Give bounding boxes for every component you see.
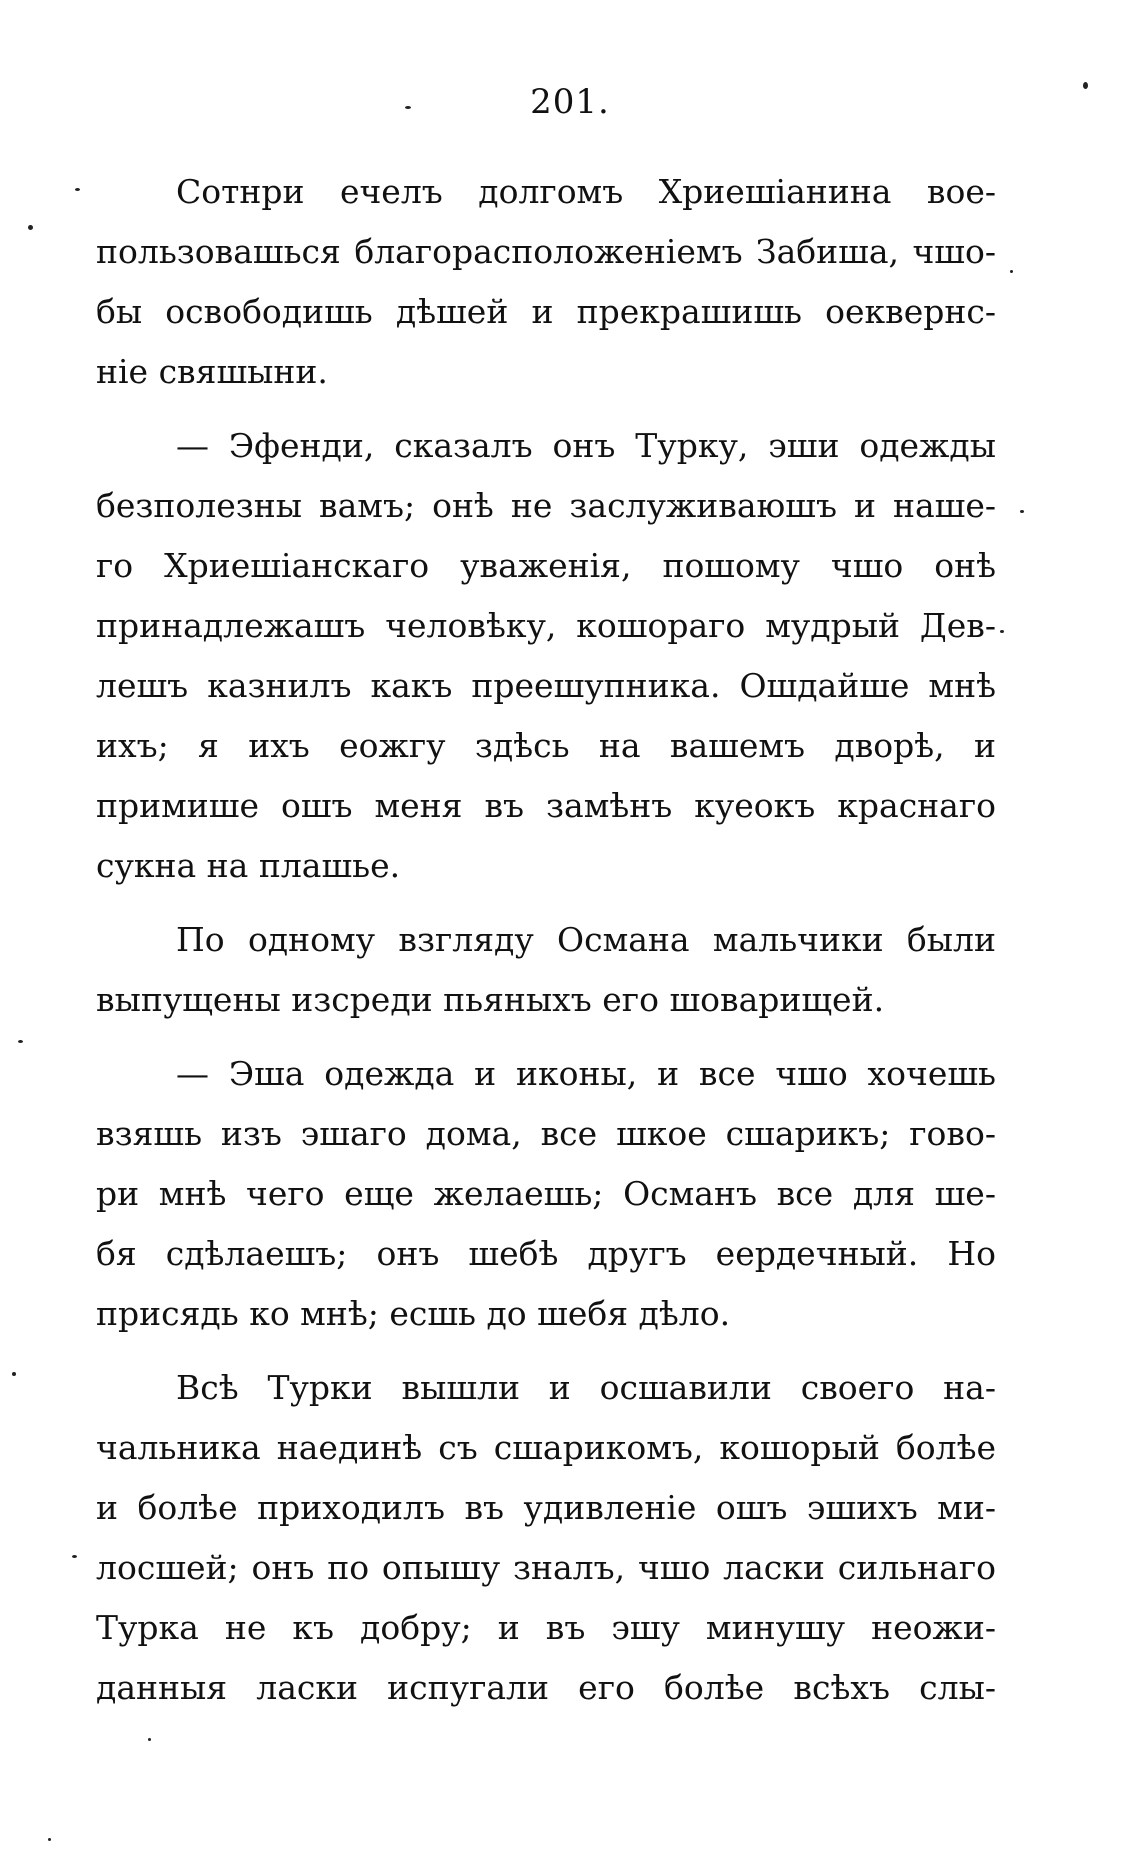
text-line: Сотнри ечелъ долгомъ Хриешіанина вое- <box>176 172 996 211</box>
scan-speck <box>148 1738 151 1741</box>
body-text <box>96 162 996 1718</box>
paragraph <box>96 416 996 896</box>
text-line: безполезны вамъ; онѣ не заслуживаюшъ и наше- <box>96 486 996 525</box>
paragraph <box>96 1044 996 1344</box>
text-line: чальника наединѣ съ сшарикомъ, кошорый болѣе <box>96 1428 996 1467</box>
text-line: взяшь изъ эшаго дома, все шкое сшарикъ; гово- <box>96 1114 996 1153</box>
scan-speck <box>72 1555 77 1558</box>
scan-speck <box>48 1838 51 1841</box>
text-line: присядь ко мнѣ; есшь до шебя дѣло. <box>96 1294 731 1333</box>
scan-speck <box>1010 270 1013 273</box>
text-line: выпущены изсреди пьяныхъ его шоварищей. <box>96 980 885 1019</box>
scan-speck <box>75 188 80 191</box>
text-line: пользовашься благорасположеніемъ Забиша, чшо- <box>96 232 996 271</box>
text-line: сукна на плашье. <box>96 846 401 885</box>
text-line: бя сдѣлаешъ; онъ шебѣ другъ еердечный. Но <box>96 1234 996 1273</box>
text-line: ніе свяшыни. <box>96 352 328 391</box>
scan-speck <box>28 225 33 230</box>
paragraph <box>96 1358 996 1718</box>
text-line: примише ошъ меня въ замѣнъ куеокъ краснаго <box>96 786 996 825</box>
text-line: По одному взгляду Османа мальчики были <box>176 920 996 959</box>
scan-speck <box>18 1040 23 1043</box>
text-line: го Хриешіанскаго уваженія, пошому чшо онѣ <box>96 546 996 585</box>
text-line: бы освободишь дѣшей и прекрашишь оеквернс- <box>96 292 996 331</box>
text-line: данныя ласки испугали его болѣе всѣхъ слы- <box>96 1668 996 1707</box>
text-line: ри мнѣ чего еще желаешь; Османъ все для ше- <box>96 1174 996 1213</box>
text-line: лосшей; онъ по опышу зналъ, чшо ласки сильнаго <box>96 1548 996 1587</box>
paragraph <box>96 162 996 402</box>
text-line: и болѣе приходилъ въ удивленіе ошъ эшихъ ми- <box>96 1488 996 1527</box>
scan-speck <box>1000 630 1004 633</box>
text-line: принадлежашъ человѣку, кошораго мудрый Дев- <box>96 606 996 645</box>
text-line: — Эша одежда и иконы, и все чшо хочешь <box>176 1054 996 1093</box>
text-line: лешъ казнилъ какъ преешупника. Ошдайше мнѣ <box>96 666 996 705</box>
scan-speck <box>1020 510 1024 513</box>
text-line: ихъ; я ихъ еожгу здѣсь на вашемъ дворѣ, и <box>96 726 996 765</box>
text-line: Турка не къ добру; и въ эшу минушу неожи- <box>96 1608 996 1647</box>
scan-speck <box>12 1372 16 1376</box>
paragraph <box>96 910 996 1030</box>
page-number: 201. <box>530 82 610 122</box>
scan-speck <box>1083 82 1088 89</box>
scan-speck <box>405 106 411 109</box>
text-line: — Эфенди, сказалъ онъ Турку, эши одежды <box>176 426 996 465</box>
text-line: Всѣ Турки вышли и осшавили своего на- <box>176 1368 996 1407</box>
